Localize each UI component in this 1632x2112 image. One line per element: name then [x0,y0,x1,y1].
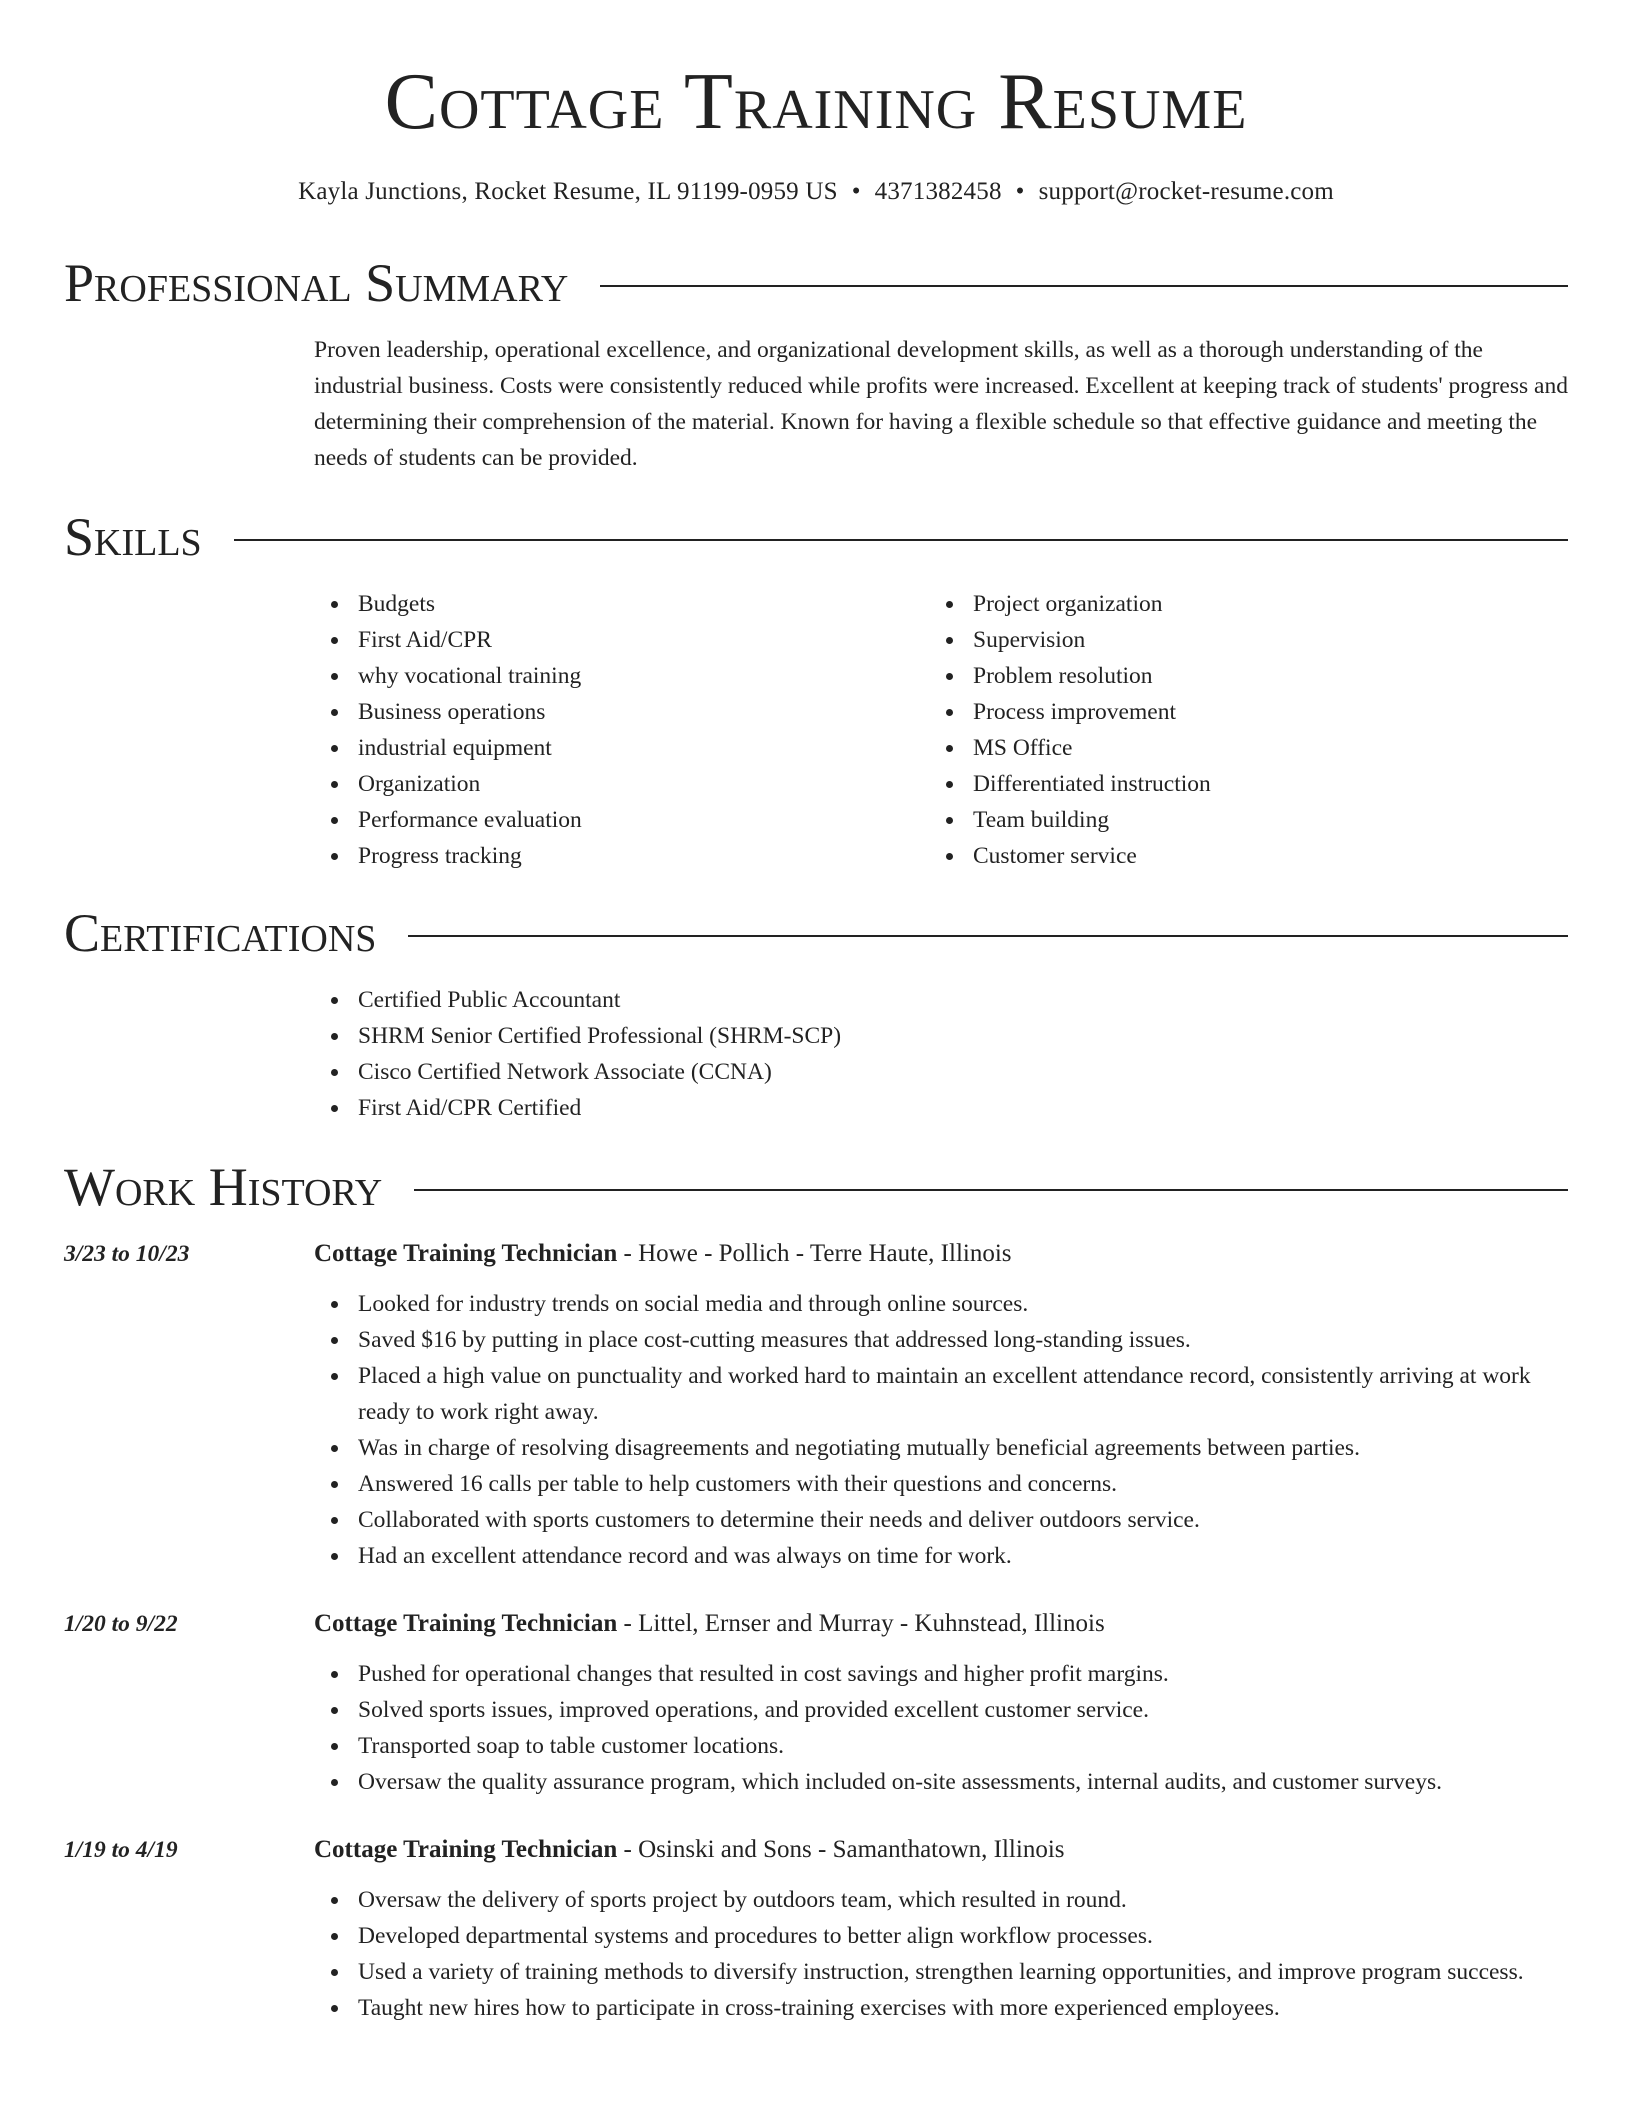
job-title: Cottage Training Technician [314,1836,618,1863]
job-header [314,1832,1568,1868]
summary-header [64,253,1568,313]
job-content [314,1606,1568,1800]
job-duty: Solved sports issues, improved operations, and provided excellent customer service. [314,1692,1568,1728]
certification-item: SHRM Senior Certified Professional (SHRM-SCP) [314,1018,1568,1054]
certifications-list [314,982,1568,1126]
job-duty: Oversaw the quality assurance program, which included on-site assessments, internal audits, and customer surveys. [314,1764,1568,1800]
summary-text: Proven leadership, operational excellence, and organizational development skills, as well as a thorough understanding of the industrial business. Costs were consistently reduced while profits were increased. Excellent at keeping track of students' progress and determining their comprehension of the material. Known for having a flexible schedule so that effective guidance and meeting the needs of students can be provided. [314,337,1568,471]
skill-item: Supervision [929,622,1544,658]
job-employer-location: - Osinski and Sons - Samanthatown, Illinois [617,1836,1065,1863]
skill-item: Project organization [929,586,1544,622]
job-entry [64,1832,1568,2026]
certification-item: First Aid/CPR Certified [314,1090,1568,1126]
skill-item: Progress tracking [314,838,929,874]
skill-item: Team building [929,802,1544,838]
summary-section [64,253,1568,476]
job-duty: Placed a high value on punctuality and worked hard to maintain an excellent attendance record, consistently arriving at work ready to work right away. [314,1358,1568,1430]
job-duty: Saved $16 by putting in place cost-cutting measures that addressed long-standing issues. [314,1322,1568,1358]
job-employer-location: - Littel, Ernser and Murray - Kuhnstead, Illinois [617,1610,1105,1637]
skills-columns [314,586,1568,874]
skills-section [64,507,1568,874]
certification-item: Certified Public Accountant [314,982,1568,1018]
job-employer-location: - Howe - Pollich - Terre Haute, Illinois [617,1240,1012,1267]
skills-heading: Skills [64,507,202,567]
job-duty: Oversaw the delivery of sports project by outdoors team, which resulted in round. [314,1882,1568,1918]
job-dates: 1/19 to 4/19 [64,1837,178,1863]
job-duty: Collaborated with sports customers to determine their needs and deliver outdoors service. [314,1502,1568,1538]
skill-item: why vocational training [314,658,929,694]
contact-separator: • [851,178,861,205]
job-duty: Taught new hires how to participate in cross-training exercises with more experienced employees. [314,1990,1568,2026]
skill-item: Budgets [314,586,929,622]
skills-header [64,507,1568,567]
job-duties-list [314,1882,1568,2026]
job-title: Cottage Training Technician [314,1240,618,1267]
resume-title: Cottage Training Resume [384,58,1248,146]
work-history-section [64,1157,1568,2026]
section-divider [234,539,1568,541]
skill-item: Differentiated instruction [929,766,1544,802]
certifications-header [64,903,1568,963]
skills-list-left [314,586,929,874]
job-duty: Transported soap to table customer locations. [314,1728,1568,1764]
skill-item: Business operations [314,694,929,730]
job-content [314,1832,1568,2026]
job-dates: 1/20 to 9/22 [64,1611,178,1637]
job-duty: Was in charge of resolving disagreements and negotiating mutually beneficial agreements between parties. [314,1430,1568,1466]
job-header [314,1236,1568,1272]
contact-address: Kayla Junctions, Rocket Resume, IL 91199-0959 US [298,178,838,205]
certification-item: Cisco Certified Network Associate (CCNA) [314,1054,1568,1090]
job-dates: 3/23 to 10/23 [64,1241,190,1267]
skill-item: Performance evaluation [314,802,929,838]
skill-item: Problem resolution [929,658,1544,694]
work-history-heading: Work History [64,1157,383,1217]
skill-item: First Aid/CPR [314,622,929,658]
summary-heading: Professional Summary [64,253,569,313]
skill-item: industrial equipment [314,730,929,766]
section-divider [408,935,1568,937]
contact-line [64,178,1568,206]
contact-phone: 4371382458 [874,178,1002,205]
section-divider [414,1189,1568,1191]
job-entry [64,1236,1568,1574]
job-duties-list [314,1656,1568,1800]
job-duty: Answered 16 calls per table to help customers with their questions and concerns. [314,1466,1568,1502]
job-header [314,1606,1568,1642]
section-divider [600,285,1568,287]
skill-item: MS Office [929,730,1544,766]
job-duty: Had an excellent attendance record and was always on time for work. [314,1538,1568,1574]
job-duties-list [314,1286,1568,1574]
skill-item: Process improvement [929,694,1544,730]
job-duty: Looked for industry trends on social media and through online sources. [314,1286,1568,1322]
skill-item: Customer service [929,838,1544,874]
job-duty: Developed departmental systems and procedures to better align workflow processes. [314,1918,1568,1954]
job-duty: Pushed for operational changes that resulted in cost savings and higher profit margins. [314,1656,1568,1692]
job-content [314,1236,1568,1574]
certifications-heading: Certifications [64,903,377,963]
skills-list-right [929,586,1544,874]
job-duty: Used a variety of training methods to diversify instruction, strengthen learning opportunities, and improve program success. [314,1954,1568,1990]
certifications-section [64,903,1568,1126]
contact-separator: • [1015,178,1025,205]
work-history-header [64,1157,1568,1217]
skill-item: Organization [314,766,929,802]
job-entry [64,1606,1568,1800]
job-title: Cottage Training Technician [314,1610,618,1637]
contact-email: support@rocket-resume.com [1038,178,1334,205]
